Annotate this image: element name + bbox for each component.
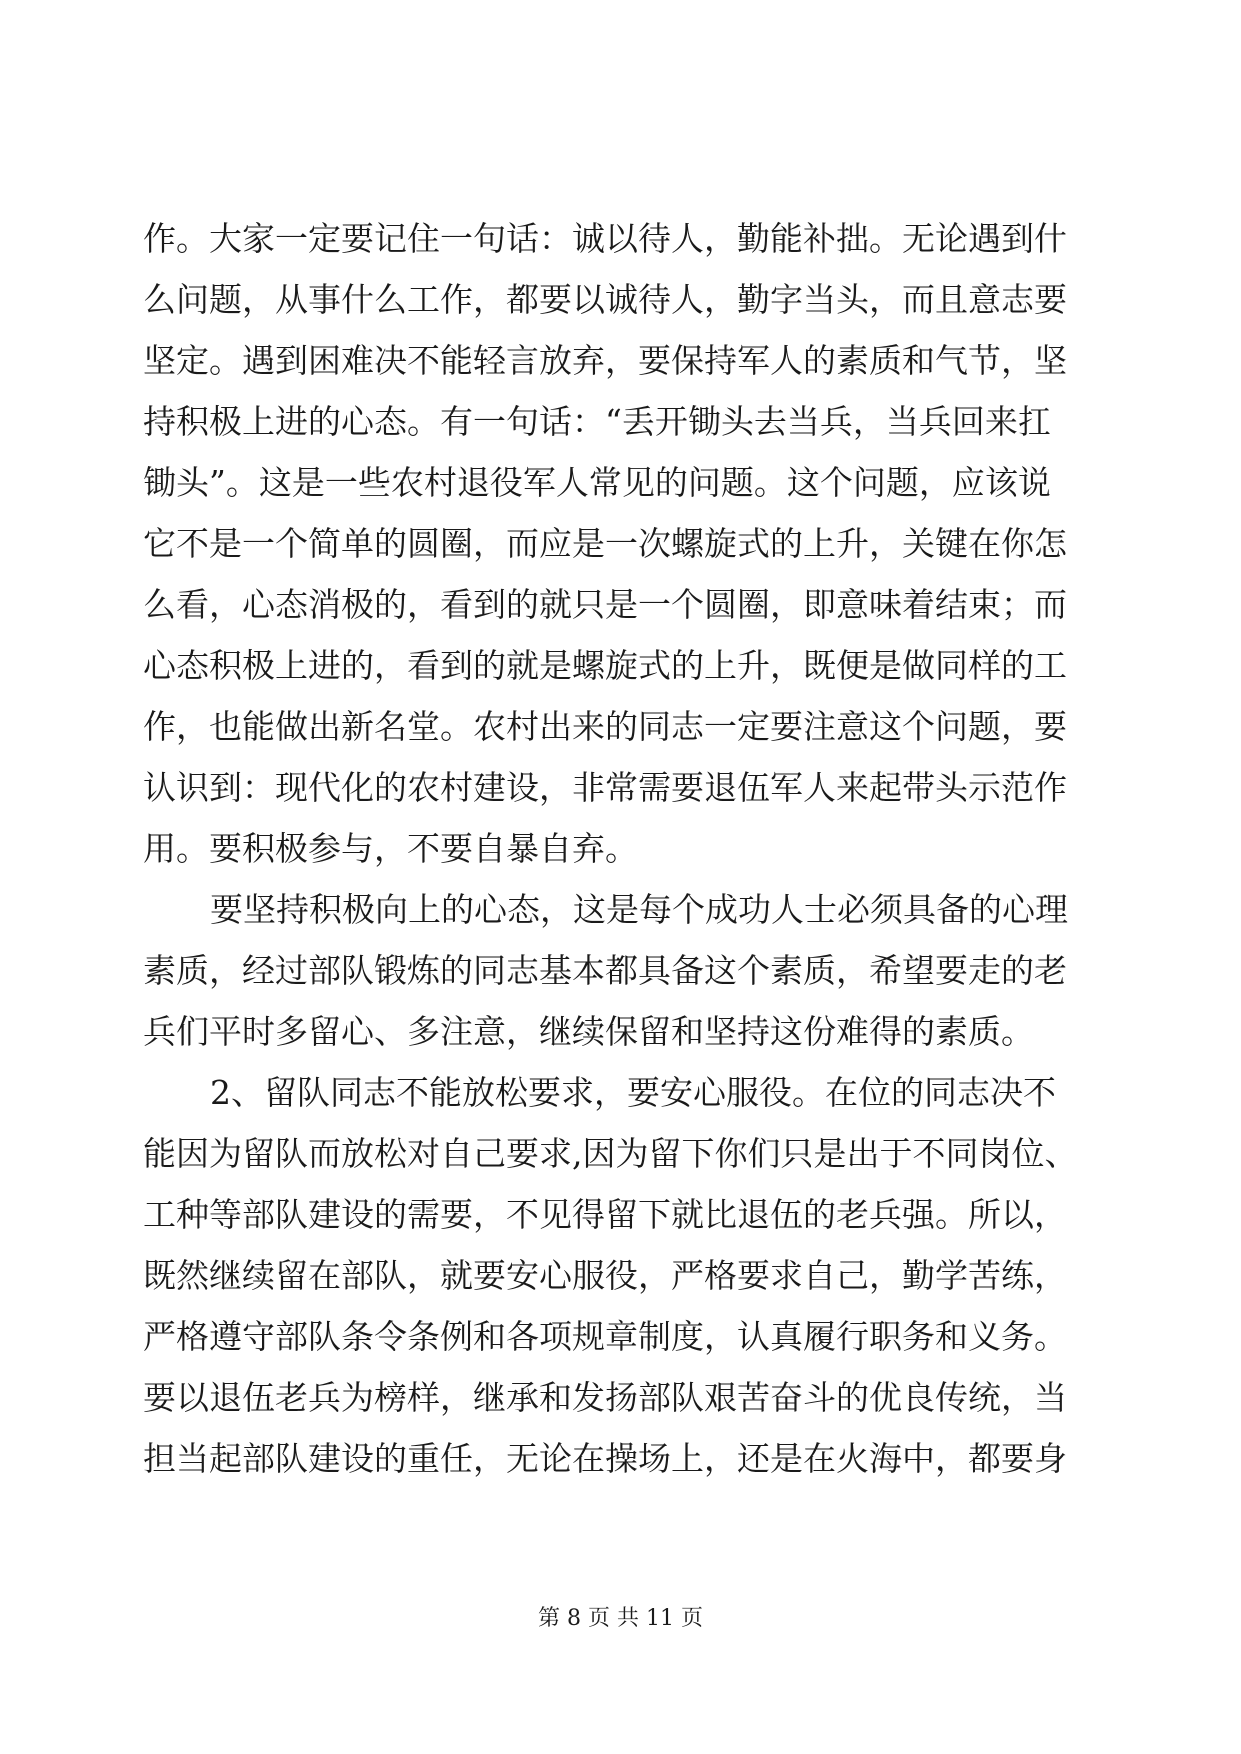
text-line: 要坚持积极向上的心态，这是每个成功人士必须具备的心理	[210, 890, 1068, 929]
text-line: 心态积极上进的，看到的就是螺旋式的上升，既便是做同样的工	[143, 646, 1067, 685]
text-line: 作，也能做出新名堂。农村出来的同志一定要注意这个问题，要	[143, 707, 1067, 746]
text-line: 要以退伍老兵为榜样，继承和发扬部队艰苦奋斗的优良传统，当	[143, 1378, 1067, 1417]
text-line: 锄头”。这是一些农村退役军人常见的问题。这个问题，应该说	[143, 463, 1051, 502]
text-line: 既然继续留在部队，就要安心服役，严格要求自己，勤学苦练，	[143, 1256, 1067, 1295]
text-line: 2、留队同志不能放松要求，要安心服役。在位的同志决不	[210, 1073, 1056, 1112]
text-line: 素质，经过部队锻炼的同志基本都具备这个素质，希望要走的老	[143, 951, 1067, 990]
text-line: 坚定。遇到困难决不能轻言放弃，要保持军人的素质和气节，坚	[143, 341, 1067, 380]
text-line: 担当起部队建设的重任，无论在操场上，还是在火海中，都要身	[143, 1439, 1067, 1478]
page-number-footer: 第 8 页 共 11 页	[538, 1606, 703, 1631]
text-line: 持积极上进的心态。有一句话：“丢开锄头去当兵，当兵回来扛	[143, 402, 1051, 441]
text-line: 工种等部队建设的需要，不见得留下就比退伍的老兵强。所以，	[143, 1195, 1067, 1234]
text-line: 么问题，从事什么工作，都要以诚待人，勤字当头，而且意志要	[143, 280, 1067, 319]
text-line: 么看，心态消极的，看到的就只是一个圆圈，即意味着结束；而	[143, 585, 1067, 624]
text-line: 能因为留队而放松对自己要求,因为留下你们只是出于不同岗位、	[143, 1134, 1078, 1173]
text-line: 兵们平时多留心、多注意，继续保留和坚持这份难得的素质。	[143, 1012, 1034, 1051]
text-line: 认识到：现代化的农村建设，非常需要退伍军人来起带头示范作	[143, 768, 1067, 807]
text-line: 严格遵守部队条令条例和各项规章制度，认真履行职务和义务。	[143, 1317, 1067, 1356]
text-line: 作。大家一定要记住一句话：诚以待人，勤能补拙。无论遇到什	[143, 219, 1067, 258]
text-line: 用。要积极参与，不要自暴自弃。	[143, 829, 638, 868]
text-line: 它不是一个简单的圆圈，而应是一次螺旋式的上升，关键在你怎	[143, 524, 1067, 563]
